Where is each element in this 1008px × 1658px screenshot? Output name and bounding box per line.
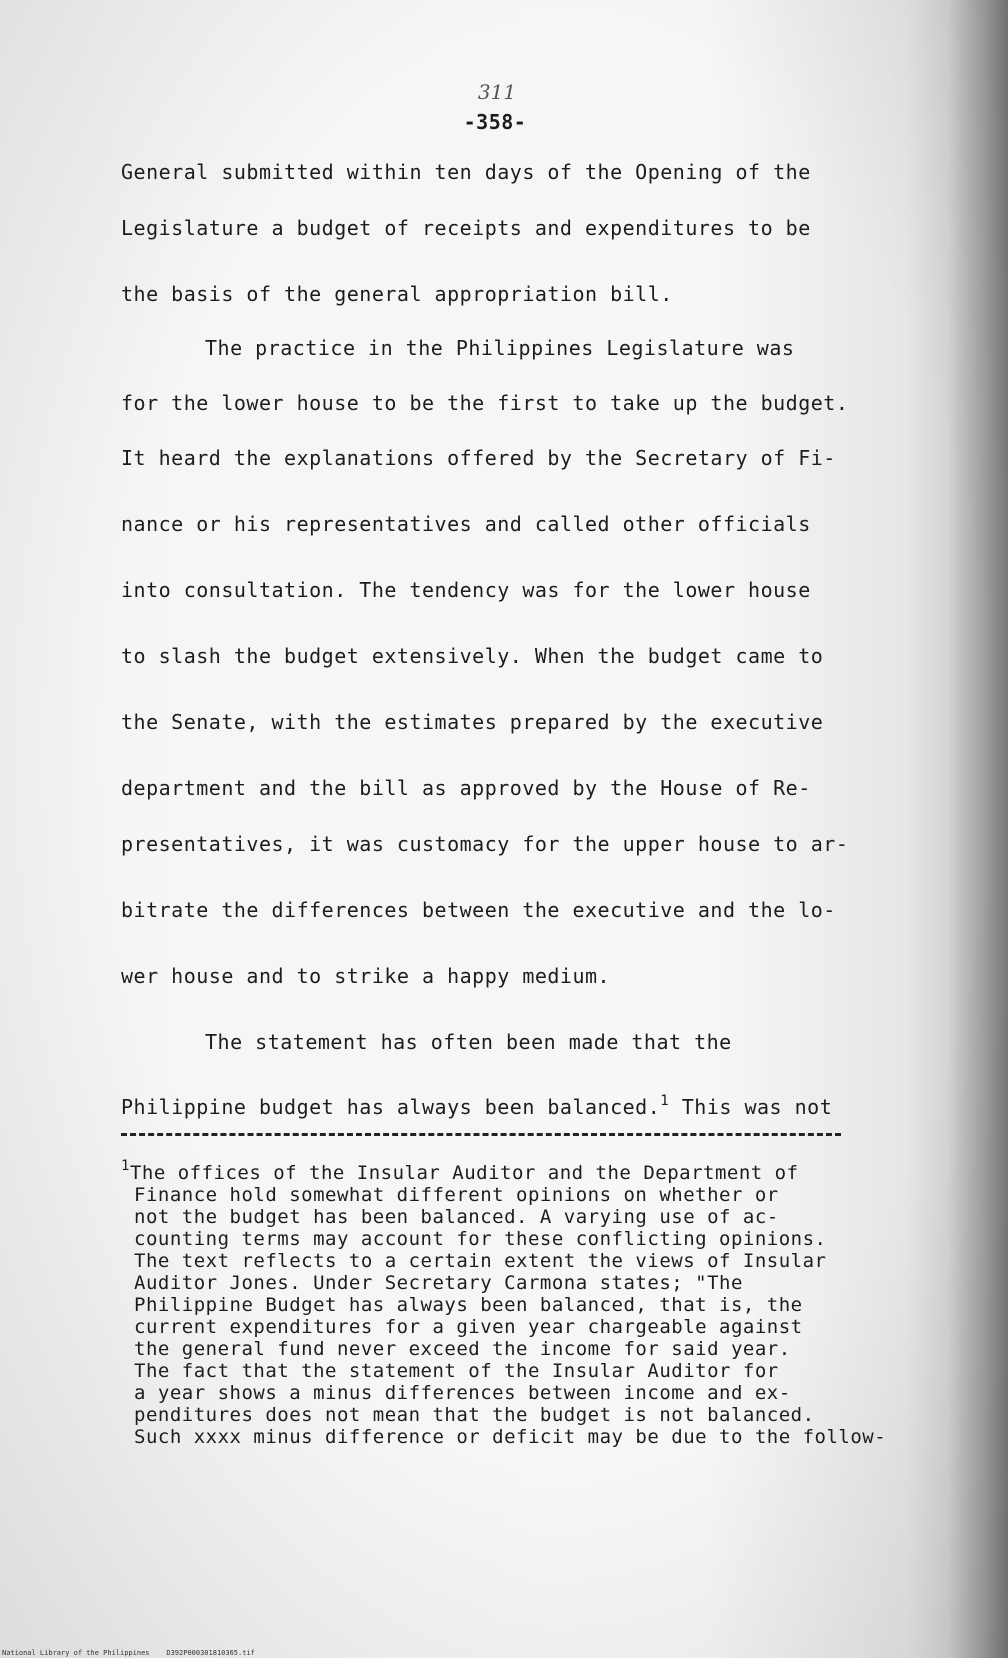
body-line: to slash the budget extensively. When the budget came to bbox=[121, 644, 824, 668]
footnote-line: counting terms may account for these conflicting opinions. bbox=[134, 1228, 827, 1250]
footnote-line: not the budget has been balanced. A varying use of ac- bbox=[134, 1206, 779, 1228]
footnote-line: current expenditures for a given year chargeable against bbox=[134, 1316, 803, 1338]
scan-edge-shadow bbox=[948, 0, 1008, 1658]
footnote-line: Philippine Budget has always been balanced, that is, the bbox=[134, 1294, 803, 1316]
footnote-line: the general fund never exceed the income for said year. bbox=[134, 1338, 791, 1360]
body-line: for the lower house to be the first to take up the budget. bbox=[121, 391, 849, 415]
footnote-reference: 1 bbox=[660, 1093, 670, 1109]
footnote-line: Auditor Jones. Under Secretary Carmona states; "The bbox=[134, 1272, 743, 1294]
body-line: The statement has often been made that the bbox=[205, 1030, 732, 1054]
footnote-line: Finance hold somewhat different opinions on whether or bbox=[134, 1184, 779, 1206]
body-line-with-footnote bbox=[121, 1095, 832, 1122]
handwritten-page-number: 311 bbox=[477, 80, 517, 104]
body-line: bitrate the differences between the executive and the lo- bbox=[121, 898, 836, 922]
footnote-text: The offices of the Insular Auditor and the Department of bbox=[129, 1162, 799, 1184]
footnote-line: The fact that the statement of the Insular Auditor for bbox=[134, 1360, 779, 1382]
footer-source: National Library of the Philippines bbox=[2, 1649, 150, 1657]
footnote-line bbox=[121, 1158, 799, 1186]
footnote-line: a year shows a minus differences between income and ex- bbox=[134, 1382, 791, 1404]
footer-file-id: D392P000301810365.tif bbox=[166, 1649, 255, 1657]
body-line: into consultation. The tendency was for the lower house bbox=[121, 578, 811, 602]
body-line: nance or his representatives and called other officials bbox=[121, 512, 811, 536]
footnote-line: The text reflects to a certain extent the views of Insular bbox=[134, 1250, 827, 1272]
body-line-text: This was not bbox=[669, 1095, 833, 1119]
footnote-line: penditures does not mean that the budget is not balanced. bbox=[134, 1404, 815, 1426]
body-line: the basis of the general appropriation bill. bbox=[121, 282, 673, 306]
body-line: department and the bill as approved by the House of Re- bbox=[121, 776, 811, 800]
typed-page-number: -358- bbox=[463, 110, 527, 134]
body-line: presentatives, it was customacy for the upper house to ar- bbox=[121, 832, 849, 856]
body-line: Legislature a budget of receipts and expenditures to be bbox=[121, 216, 811, 240]
scan-footer bbox=[2, 1649, 255, 1657]
body-line-text: Philippine budget has always been balanced. bbox=[121, 1095, 661, 1119]
body-line: the Senate, with the estimates prepared by the executive bbox=[121, 710, 824, 734]
body-line: It heard the explanations offered by the Secretary of Fi- bbox=[121, 446, 836, 470]
footnote-line: Such xxxx minus difference or deficit may be due to the follow- bbox=[134, 1426, 887, 1448]
footnote-marker: 1 bbox=[121, 1158, 130, 1174]
body-line: wer house and to strike a happy medium. bbox=[121, 964, 611, 988]
footnote-separator bbox=[121, 1133, 841, 1136]
body-line: The practice in the Philippines Legislature was bbox=[205, 336, 795, 360]
body-line: General submitted within ten days of the Opening of the bbox=[121, 160, 811, 184]
